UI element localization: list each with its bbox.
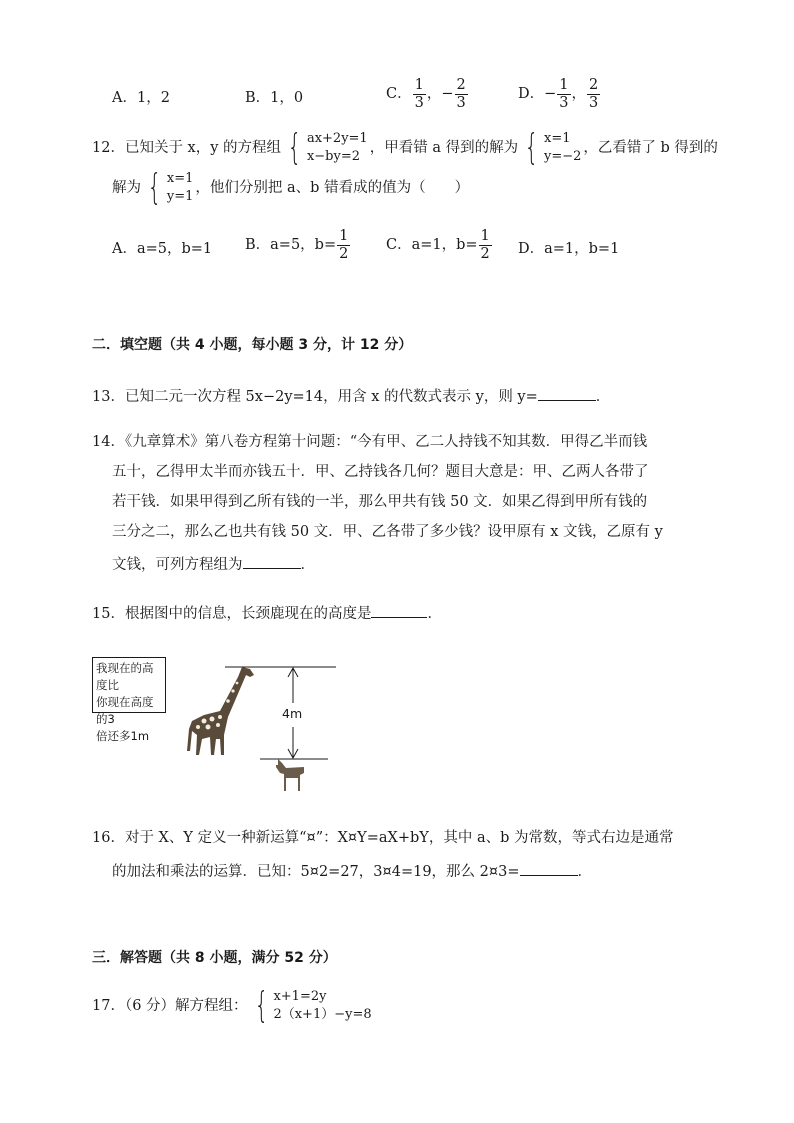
question-text: 的加法和乘法的运算．已知：5¤2=27，3¤4=19，那么 2¤3= <box>112 864 520 880</box>
fraction <box>557 78 570 110</box>
height-label: 4m <box>282 706 303 721</box>
answer-blank[interactable] <box>243 554 301 569</box>
section-heading-solutions: 三．解答题（共 8 小题，满分 52 分） <box>92 950 337 966</box>
period: ． <box>595 389 611 405</box>
option-text: C．a=1，b= <box>386 237 478 253</box>
q13 <box>92 385 610 406</box>
q14-line-3: 若干钱．如果甲得到乙所有钱的一半，那么甲共有钱 50 文．如果乙得到甲所有钱的 <box>112 494 648 510</box>
q16-line-2 <box>112 860 592 881</box>
note-line: 我现在的高度比 <box>96 661 154 692</box>
equation-system <box>250 985 372 1026</box>
question-text: 13．已知二元一次方程 5x−2y=14，用含 x 的代数式表示 y，则 y= <box>92 389 538 405</box>
q14-line-4: 三分之二，那么乙也共有钱 50 文．甲、乙各带了多少钱？设甲原有 x 文钱，乙原有 y <box>112 524 663 540</box>
separator: ， <box>571 86 587 102</box>
question-text: 15．根据图中的信息，长颈鹿现在的高度是 <box>92 606 372 622</box>
denominator: 3 <box>414 94 424 111</box>
answer-blank[interactable] <box>371 603 427 618</box>
q12-option-d: D．a=1，b=1 <box>518 241 620 257</box>
denominator: 3 <box>589 94 599 111</box>
equation-system <box>283 127 368 168</box>
numerator: 1 <box>339 228 349 244</box>
brace-icon: { <box>147 167 162 208</box>
note-line: 你现在高度的3 <box>96 695 154 726</box>
question-text: 17．（6 分）解方程组： <box>92 998 248 1014</box>
q17 <box>92 985 374 1026</box>
q11-option-d <box>518 78 601 110</box>
fraction <box>455 78 468 110</box>
q14-line-1: 14．《九章算术》第八卷方程第十问题：“今有甲、乙二人持钱不知其数．甲得乙半而钱 <box>92 434 648 450</box>
solution-system <box>143 167 194 208</box>
period: ． <box>300 557 315 573</box>
equation-line: x−by=2 <box>306 149 361 164</box>
question-text: 已知关于 x，y 的方程组 <box>124 140 282 156</box>
numerator: 2 <box>456 77 466 93</box>
equation-line: 2（x+1）−y=8 <box>273 1007 372 1022</box>
q14-line-5 <box>112 553 315 574</box>
denominator: 3 <box>559 94 569 111</box>
equation-line: y=1 <box>166 189 194 204</box>
note-line: 倍还多1m <box>96 729 150 743</box>
q12-line-1 <box>92 127 718 168</box>
equation-line: x+1=2y <box>273 989 327 1004</box>
equation-line: x=1 <box>166 171 194 186</box>
q11-option-b: B．1，0 <box>245 90 304 106</box>
answer-blank[interactable] <box>520 861 578 876</box>
q11-option-d-label: D． <box>518 86 545 102</box>
period: ． <box>427 606 442 622</box>
section-heading-fill-in: 二．填空题（共 4 小题，每小题 3 分，计 12 分） <box>92 337 413 353</box>
equation-line: x=1 <box>544 131 571 146</box>
option-text: B．a=5，b= <box>245 237 337 253</box>
q15 <box>92 602 442 623</box>
denominator: 2 <box>339 245 349 262</box>
question-text: 文钱，可列方程组为 <box>112 557 243 573</box>
numerator: 2 <box>589 77 599 93</box>
period: ． <box>577 864 592 880</box>
numerator: 1 <box>480 228 490 244</box>
equation-line: ax+2y=1 <box>306 131 368 146</box>
numerator: 1 <box>559 77 569 93</box>
q12-line-2 <box>112 167 470 208</box>
question-text: ，甲看错 a 得到的解为 <box>369 140 519 156</box>
q11-option-c-label: C． <box>386 86 412 102</box>
fraction <box>413 78 426 110</box>
equation-line: y=−2 <box>544 149 582 164</box>
fraction <box>479 229 492 261</box>
q12-option-c <box>386 229 493 261</box>
q16-line-1: 16．对于 X、Y 定义一种新运算“¤”：X¤Y=aX+bY，其中 a、b 为常数，等式右边是通常 <box>92 830 674 846</box>
question-text: 解为 <box>112 180 141 196</box>
denominator: 3 <box>456 94 466 111</box>
separator: ， <box>426 86 442 102</box>
q12-option-a: A．a=5，b=1 <box>112 241 213 257</box>
question-text: ，乙看错了 b 得到的 <box>583 140 718 156</box>
brace-icon: { <box>254 985 268 1026</box>
speech-note <box>92 657 166 743</box>
q11-option-c <box>386 78 469 110</box>
answer-blank[interactable] <box>538 386 596 401</box>
giraffe-icon <box>187 667 254 755</box>
q14-line-2: 五十，乙得甲太半而亦钱五十．甲、乙持钱各几何？题目大意是：甲、乙两人各带了 <box>112 464 649 480</box>
q12-option-b <box>245 229 351 261</box>
q11-option-a: A．1，2 <box>112 90 170 106</box>
brace-icon: { <box>524 127 539 168</box>
brace-icon: { <box>287 127 302 168</box>
question-number: 12． <box>92 140 125 156</box>
denominator: 2 <box>480 245 490 262</box>
numerator: 1 <box>414 77 424 93</box>
fraction <box>587 78 600 110</box>
deer-icon <box>276 759 304 791</box>
solution-system <box>520 127 582 168</box>
minus-sign: − <box>441 86 454 102</box>
giraffe-figure <box>180 655 350 805</box>
minus-sign: − <box>544 86 557 102</box>
question-text: ，他们分别把 a、b 错看成的值为（ ） <box>195 180 470 196</box>
fraction <box>337 229 350 261</box>
